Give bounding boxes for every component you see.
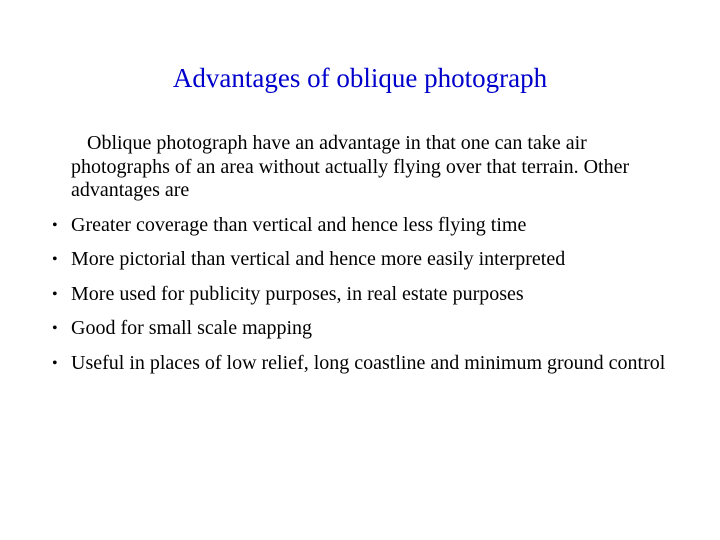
list-item-text: More pictorial than vertical and hence more easily interpreted: [71, 248, 566, 270]
bullet-icon: •: [52, 285, 58, 303]
list-item: [48, 214, 688, 238]
bullet-icon: •: [52, 216, 58, 234]
list-item: [48, 248, 688, 272]
list-item: [48, 352, 688, 376]
list-item-text: Greater coverage than vertical and hence less flying time: [71, 213, 527, 236]
bullet-icon: •: [52, 251, 58, 268]
slide-title: Advantages of oblique photograph: [172, 63, 548, 93]
content-list: [48, 132, 688, 386]
list-item-text: More used for publicity purposes, in real estate purposes: [71, 282, 524, 305]
list-item-text: Useful in places of low relief, long coastline and minimum ground control: [71, 351, 666, 374]
intro-text: Oblique photograph have an advantage in that one can take air photographs of an area without actually flying over that terrain. Other advantages are: [71, 132, 630, 201]
list-item-text: Good for small scale mapping: [71, 317, 313, 339]
bullet-icon: •: [52, 354, 58, 372]
bullet-icon: •: [52, 320, 58, 337]
list-item: [48, 317, 688, 341]
intro-paragraph: [48, 132, 688, 203]
list-item: [48, 283, 688, 307]
